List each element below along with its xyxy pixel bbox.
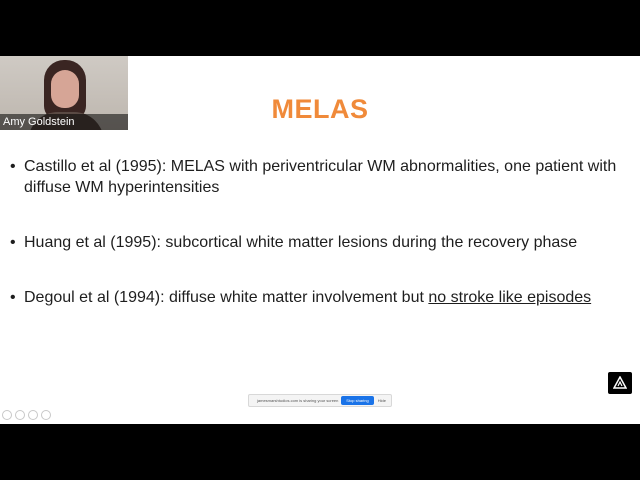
tool-icon[interactable] <box>15 410 25 420</box>
slide-toolbar <box>2 410 51 422</box>
participant-name-label: Amy Goldstein <box>0 114 128 130</box>
participant-video-tile[interactable] <box>0 56 128 130</box>
bullet-text-plain: Degoul et al (1994): diffuse white matter involvement but <box>24 289 429 306</box>
share-message: jamesmarshtudios.com is sharing your screen <box>257 398 339 403</box>
bullet-dot: • <box>10 158 16 175</box>
bullet-dot: • <box>10 289 16 306</box>
bullet-item <box>10 232 635 253</box>
tool-icon[interactable] <box>2 410 12 420</box>
stop-sharing-button[interactable]: Stop sharing <box>341 396 373 405</box>
bullet-dot: • <box>10 234 16 251</box>
bullet-text: Huang et al (1995): subcortical white matter lesions during the recovery phase <box>24 234 578 251</box>
tool-icon[interactable] <box>28 410 38 420</box>
tool-icon[interactable] <box>41 410 51 420</box>
bullet-text-underlined: no stroke like episodes <box>428 289 592 306</box>
bullet-text <box>24 287 635 308</box>
slide-title: MELAS <box>271 94 369 124</box>
bullet-item <box>10 287 635 308</box>
participant-face <box>51 70 79 108</box>
hide-button[interactable]: Hide <box>377 398 386 403</box>
screen-share-bar <box>248 394 392 407</box>
triangle-logo-icon[interactable] <box>608 372 632 394</box>
bullet-text: Castillo et al (1995): MELAS with periventricular WM abnormalities, one patient with diffuse WM hyperintensities <box>24 158 617 196</box>
bullet-item <box>10 156 635 198</box>
